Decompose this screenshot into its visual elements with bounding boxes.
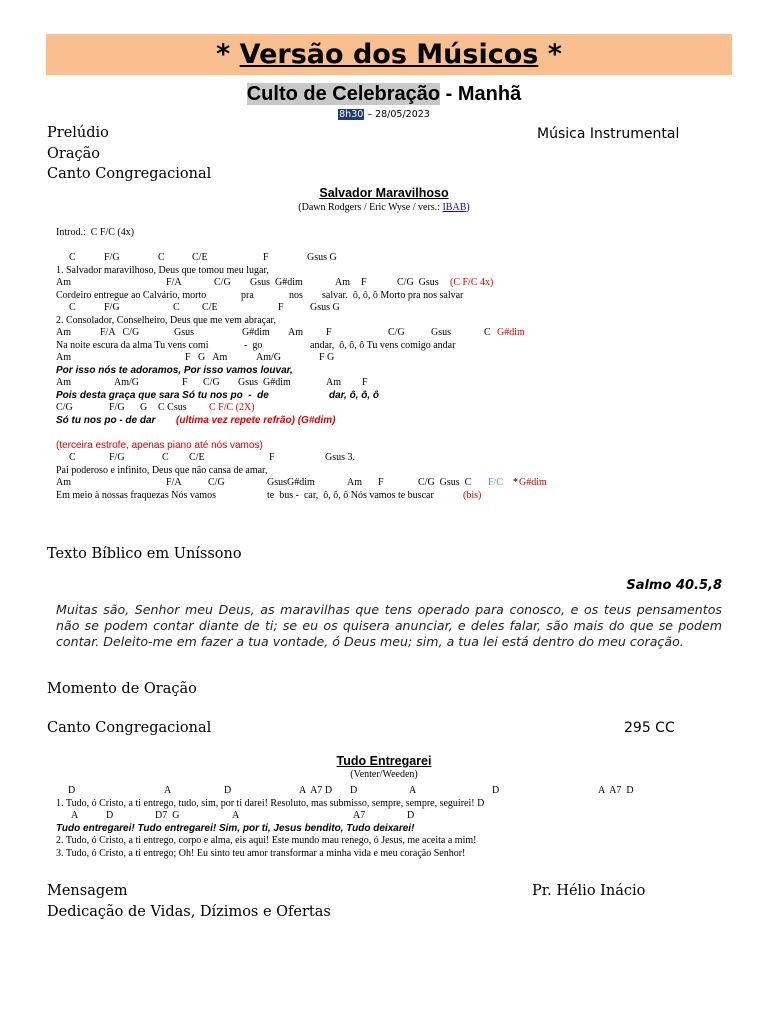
song1-line-text: Am [326,377,341,388]
song1-line-text: (terceira estrofe, apenas piano até nós vamos) [56,439,263,451]
song1-line-text: Am [56,277,71,288]
song1-line-text: F/G [109,402,125,413]
psalm-text: Muitas são, Senhor meu Deus, as maravilhas que tens operado para conosco, e os teus pensamentos não se podem contar diante de ti; se eu os quisera anunciar, e deles falar, são mais do que se podem contar. Deleito-me em fazer a tua vontade, ó Deus meu; sim, a tua lei está dentro do meu coração. [56,602,722,649]
banner-title: * Versão dos Músicos * [216,39,562,70]
song1-line-text: 1. Salvador maravilhoso, Deus que tomou meu lugar, [56,264,269,276]
song1-line-text: Por isso nós te adoramos, Por isso vamos louvar, [56,364,293,376]
song1-line-text: 2. Consolador, Conselheiro, Deus que me vem abraçar, [56,314,276,326]
song1-line-text: C/G Gsus C [418,477,472,488]
song2-line-text: A7 [353,810,366,821]
song1-line-text: C/G Gsus [397,277,439,288]
song1-credit: (Dawn Rodgers / Eric Wyse / vers.: IBAB) [298,202,470,213]
song1-line-text: C F/C (2X) [209,402,255,413]
song1-line-text: F/C [488,477,504,488]
song1-line-text: F/G [109,452,125,463]
song1-line-text: Na noite escura da alma Tu vens comi [56,339,209,351]
song1-line-text: C [69,452,76,463]
song2-line-text: D [492,785,500,796]
song1-line-text: F [263,252,269,263]
song2-line-text: A [71,810,79,821]
song1-line-text: Am [335,277,350,288]
song1-line-text: C/G [208,477,225,488]
song1-line-text: Am [347,477,362,488]
song1-line-text: Só tu nos po - de dar [56,414,159,426]
song1-line-text: (bis) [463,489,482,501]
service-period: - Manhã [440,83,522,105]
song2-line-text: 1. Tudo, ó Cristo, a ti entrego, tudo, sim, por ti darei! Resoluto, mas submisso, sempre, sempre, seguirei! D [56,797,485,809]
song1-line-text: F/A [166,477,182,488]
song1-line-text: GsusG#dim [267,477,315,488]
song1-credit-link[interactable]: IBAB [442,202,467,213]
song1-line-text: F [378,477,384,488]
song1-line-text: C [158,252,165,263]
song1-line-text: C [484,327,491,338]
song1-line-text: Gsus [431,327,452,338]
song1-line-text: C/G [214,277,231,288]
song1-line-text: nos [289,289,303,301]
song1-line-text: Am/G [256,352,281,363]
song2-line-text: Tudo entregarei! Tudo entregarei! Sim, por ti, Jesus bendito, Tudo deixarei! [56,822,415,834]
song1-line-text: Cordeiro entregue ao Calvário, morto [56,289,207,301]
song1-line-text: F/G [104,302,120,313]
song1-line-text: Am [56,477,71,488]
psalm-reference: Salmo 40.5,8 [626,578,722,593]
song2-line-text: A [164,785,172,796]
song2-line-text: A [409,785,417,796]
section-oracao: Oração [47,146,100,162]
song1-line-text: C [162,452,169,463]
song1-line-text: Em meio à nossas fraquezas Nós vamos [56,489,216,501]
song1-line-text: F/A [166,277,182,288]
song1-line-text: C [69,252,76,263]
song2-line-text: 3. Tudo, ó Cristo, a ti entrego; Oh! Eu sinto teu amor transformar a minha vida e meu coração Senhor! [56,847,466,859]
song2-line-text: D [407,810,415,821]
song1-line-text: Am/G [114,377,139,388]
song1-line-text: G#dim [497,327,525,338]
song1-line-text: te bus - car, ô, ô, ô Nós vamos te buscar [267,489,434,501]
song1-line-text: Gsus [174,327,195,338]
section-preludio-note: Música Instrumental [537,126,680,142]
section-canto-congregacional-2: Canto Congregacional [47,720,212,736]
song1-title: Salvador Maravilhoso [319,186,449,200]
song1-line-text: F/A C/G [100,327,140,338]
song1-line-text: Gsus G [310,302,340,313]
song1-line-text: G#dim [242,327,270,338]
hymn-number: 295 CC [624,720,675,736]
song1-line-text: C/E [189,452,205,463]
service-time: 8h30 [339,109,364,120]
song1-line-text: F [361,277,367,288]
song2-credit: (Venter/Weeden) [350,769,418,780]
section-canto-congregacional-1: Canto Congregacional [47,166,212,182]
song1-line-text: * [513,477,518,488]
song1-line-text: G#dim [519,477,547,488]
section-mensagem: Mensagem [47,883,128,899]
song2-line-text: A [232,810,240,821]
song1-line-text: C/E [192,252,208,263]
song1-line-text: Pois desta graça que sara Só tu nos po - de [56,389,269,401]
song1-line-text: C [173,302,180,313]
song1-line-text: dar, ô, ô, ô [329,389,380,401]
song1-line-text: (ultima vez repete refrão) (G#dim) [176,414,336,426]
song1-line-text: C/G [388,327,405,338]
song1-line-text: Am [56,377,71,388]
song2-line-text: D [350,785,358,796]
song1-line-text: F G Am [185,352,228,363]
song1-line-text: Pai poderoso e infinito, Deus que não cansa de amar, [56,464,268,476]
song2-line-text: A A7 D [299,785,333,796]
song1-line-text: F [326,327,332,338]
song1-line-text: Gsus G#dim [250,277,303,288]
song2-line-text: D [224,785,232,796]
service-dateline [0,108,768,121]
song1-line-text: F [182,377,188,388]
preacher-name: Pr. Hélio Inácio [532,883,646,899]
section-preludio: Prelúdio [47,125,109,141]
song1-line-text: Am [56,327,71,338]
page-subtitle [0,82,768,106]
song1-line-text: F G [319,352,335,363]
song1-line-text: - go [244,339,263,351]
song1-line-text: Introd.: C F/C (4x) [56,227,135,238]
header-banner [46,34,732,75]
song1-line-text: F [278,302,284,313]
song1-line-text: C/G [56,402,73,413]
song1-line-text: salvar. ô, ô, ô Morto pra nos salvar [322,289,464,301]
song2-line-text: D7 G [155,810,180,821]
section-texto-biblico: Texto Bíblico em Uníssono [47,546,242,562]
song1-line-text: F [362,377,368,388]
song1-line-text: G [140,402,148,413]
song2-title: Tudo Entregarei [336,754,432,768]
song1-line-text: andar, ô, ô, ô Tu vens comigo andar [310,339,456,351]
service-date: – 28/05/2023 [364,109,430,120]
song2-line-text: D [106,810,114,821]
song1-line-text: C/E [202,302,218,313]
song1-line-text: C/G [203,377,220,388]
song1-line-text: C [69,302,76,313]
service-name: Culto de Celebração [246,83,441,105]
song2-line-text: A A7 D [598,785,634,796]
song1-line-text: (C F/C 4x) [450,277,494,288]
song1-line-text: C Csus [158,402,187,413]
song1-line-text: Am [288,327,303,338]
song1-line-text: pra [241,289,254,301]
section-momento-oracao: Momento de Oração [47,681,197,697]
song1-line-text: F/G [104,252,120,263]
song2-line-text: D [68,785,76,796]
song2-line-text: 2. Tudo, ó Cristo, a ti entrego, corpo e alma, eis aqui! Este mundo mau renego, ó Jesus, me aceita a mim! [56,835,477,846]
song1-line-text: Gsus 3. [325,452,356,463]
song1-line-text: Gsus G#dim [238,377,291,388]
section-dedicacao: Dedicação de Vidas, Dízimos e Ofertas [47,904,331,920]
song1-line-text: Gsus G [307,252,337,263]
song1-line-text: Am [56,352,71,363]
song1-line-text: F [269,452,275,463]
